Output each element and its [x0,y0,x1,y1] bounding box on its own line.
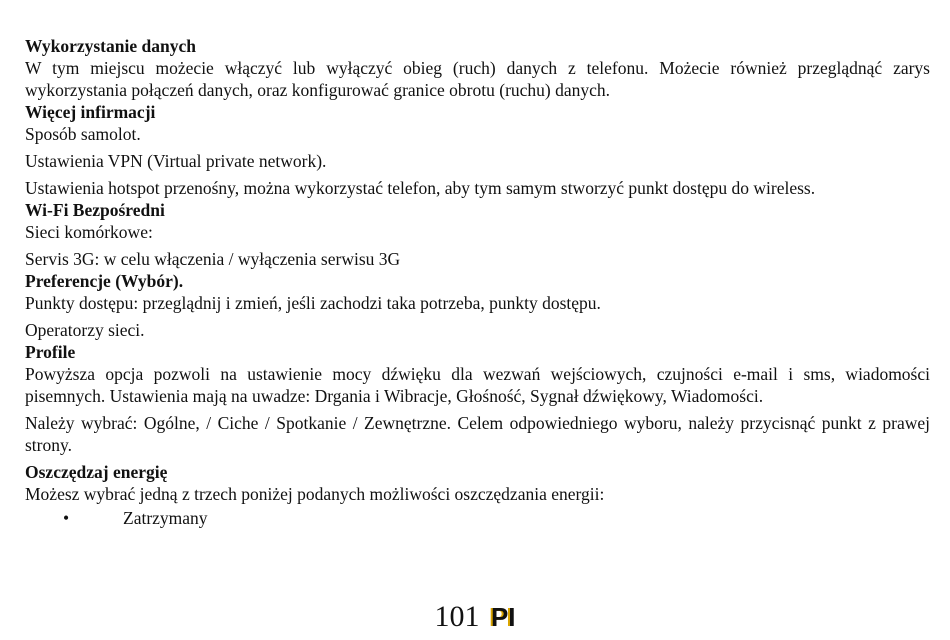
paragraph-profile-select: Należy wybrać: Ogólne, / Ciche / Spotkanie / Zewnętrzne. Celem odpowiedniego wyboru, należy przycisnąć punkt z prawej strony. [25,413,930,455]
list-item [25,507,930,529]
heading-wifi-direct: Wi-Fi Bezpośredni [25,200,165,220]
paragraph-access-points: Punkty dostępu: przeglądnij i zmień, jeśli zachodzi taka potrzeba, punkty dostępu. [25,293,601,313]
paragraph-profile-sound: Powyższa opcja pozwoli na ustawienie mocy dźwięku dla wezwań wejściowych, czujności e-mail i sms, wiadomości pisemnych. Ustawienia mają na uwadze: Drgania i Wibracje, Głośność, Sygnał dźwiękowy, Wiadomości. [25,364,930,406]
paragraph-3g-service: Servis 3G: w celu włączenia / wyłączenia serwisu 3G [25,249,401,269]
heading-data-usage: Wykorzystanie danych [25,36,196,56]
language-code: PI [490,602,516,632]
heading-more-info: Więcej infirmacji [25,102,156,122]
heading-profile: Profile [25,342,76,362]
paragraph-hotspot-settings: Ustawienia hotspot przenośny, można wykorzystać telefon, aby tym samym stworzyć punkt dostępu do wireless. [25,178,816,198]
paragraph-vpn-settings: Ustawienia VPN (Virtual private network). [25,151,327,171]
bullet-text: Zatrzymany [123,508,208,528]
bullet-icon: • [63,508,70,528]
paragraph-network-operators: Operatorzy sieci. [25,320,145,340]
paragraph-airplane-mode: Sposób samolot. [25,124,141,144]
document-page [25,35,930,529]
paragraph-save-energy: Możesz wybrać jedną z trzech poniżej podanych możliwości oszczędzania energii: [25,484,605,504]
heading-preferences: Preferencje (Wybór). [25,271,184,291]
page-number: 101 [434,600,480,633]
paragraph-data-usage: W tym miejscu możecie włączyć lub wyłączyć obieg (ruch) danych z telefonu. Możecie również przeglądnąć zarys wykorzystania połączeń danych, oraz konfigurować granice obrotu (ruchu) danych. [25,58,930,100]
page-footer [0,600,950,634]
heading-save-energy: Oszczędzaj energię [25,462,168,482]
paragraph-mobile-networks: Sieci komórkowe: [25,222,153,242]
